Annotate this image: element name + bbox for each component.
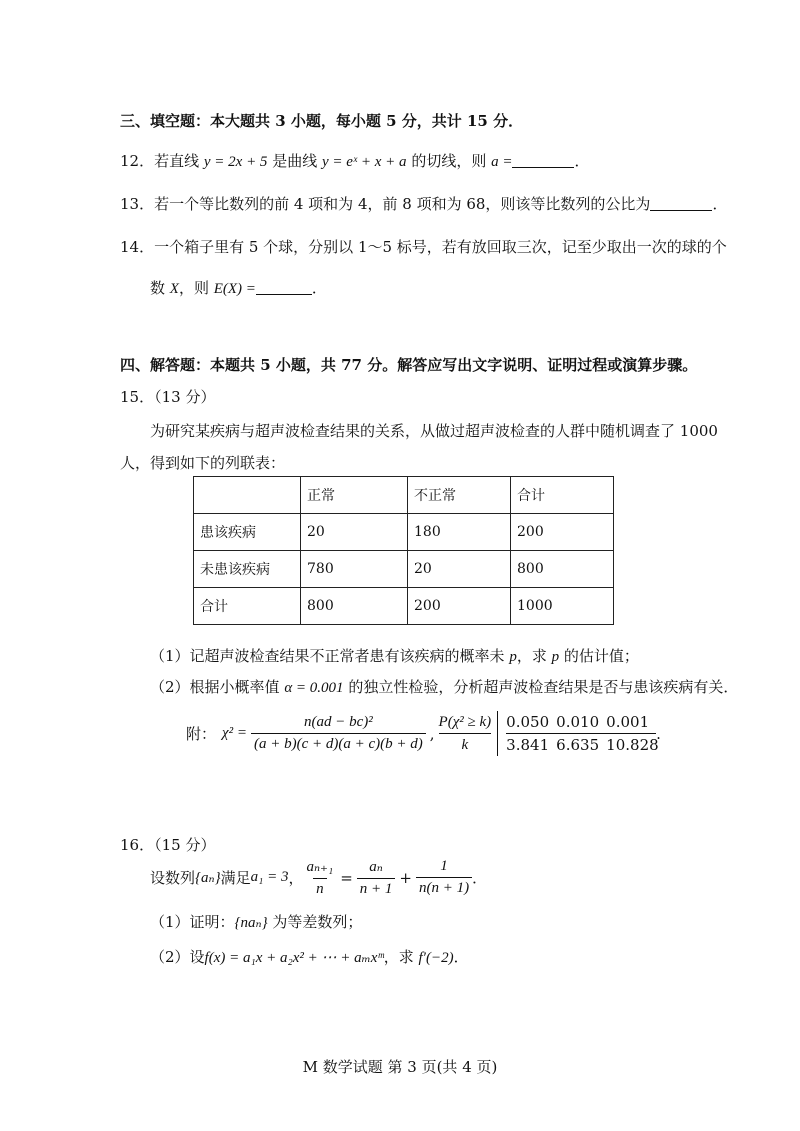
q15-part1-var: p: [509, 649, 517, 665]
q15-appendix: 附： χ² = $\frac{\text{n(ad − bc)²}}{(a + b)(c + d)(a + c)(b + d)}$ , P(χ² ≥ k) k 0.050 0.010 0.001 3.841 6.635 10.828 .: [186, 713, 661, 754]
alpha-value: 0.050: [506, 713, 550, 731]
q14-text2b: ，则: [178, 279, 214, 297]
q16-text-a: 设数列: [150, 869, 196, 887]
q16-part2: [150, 946, 469, 967]
q15-part2-b: 的独立性检验，分析超声波检查结果是否与患该疾病有关．: [343, 678, 739, 696]
q15-part1-a: （1）记超声波检查结果不正常者患有该疾病的概率未: [150, 647, 510, 665]
table-cell: 不正常: [408, 477, 511, 514]
q12-line-equation: y = 2x + 5: [203, 154, 268, 170]
fraction-denominator: n(n + 1): [416, 877, 472, 897]
q15-part1-b: ，求: [516, 647, 552, 665]
critical-table-values: [497, 711, 659, 756]
table-cell: 20: [301, 514, 408, 551]
q14-end: ．: [311, 279, 327, 297]
q12-answer-var: a =: [491, 154, 513, 170]
fraction-denominator: n: [313, 878, 327, 898]
critical-table-k-row: [506, 734, 659, 756]
q14-answer-blank[interactable]: [256, 280, 312, 295]
critical-value-table: [439, 711, 657, 756]
critical-table-labels: [439, 711, 498, 756]
table-cell: 正常: [301, 477, 408, 514]
q16-number: 16．（15 分）: [120, 836, 216, 854]
question-14-line1: [120, 236, 727, 257]
table-cell: 患该疾病: [194, 514, 301, 551]
q16-sequence: {aₙ}: [195, 870, 221, 886]
section3-heading: 三、填空题：本大题共 3 小题，每小题 5 分，共计 15 分．: [120, 112, 524, 130]
q16-end2: ．: [453, 948, 469, 966]
question-12: [120, 150, 590, 171]
alpha-value: 0.010: [556, 713, 600, 731]
table-cell: 1000: [511, 588, 614, 625]
q14-number: 14．: [120, 238, 155, 256]
q16-text-b: 满足: [220, 869, 251, 887]
table-row: [194, 551, 614, 588]
formula-numerator: n(ad − bc)²: [303, 714, 373, 730]
table-cell: 20: [408, 551, 511, 588]
table-cell: 未患该疾病: [194, 551, 301, 588]
critical-table-p-label: P(χ² ≥ k): [439, 711, 492, 734]
table-header-row: [194, 477, 614, 514]
k-value: 6.635: [556, 736, 600, 754]
q12-number: 12．: [120, 152, 155, 170]
question-13: [120, 193, 727, 214]
table-row: [194, 514, 614, 551]
appendix-label: 附：: [186, 725, 217, 743]
fraction-numerator: aₙ₊₁: [306, 859, 334, 875]
table-cell: 合计: [194, 588, 301, 625]
q15-intro-line2: 人，得到如下的列联表：: [120, 454, 286, 472]
k-value: 3.841: [506, 736, 550, 754]
q15-part2: [150, 676, 738, 697]
q16-lhs-fraction: [303, 857, 336, 898]
formula-denominator: (a + b)(c + d)(a + c)(b + d): [251, 733, 426, 753]
fraction-numerator: aₙ: [369, 859, 383, 875]
q15-intro-line1: 为研究某疾病与超声波检查结果的关系，从做过超声波检查的人群中随机调查了 1000: [150, 422, 718, 440]
q13-text: 若一个等比数列的前 4 项和为 4，前 8 项和为 68，则该等比数列的公比为: [154, 195, 651, 213]
q12-answer-blank[interactable]: [512, 153, 574, 168]
q16-part2-b: ，求: [383, 948, 419, 966]
q16-sep: ，: [288, 869, 304, 887]
q12-post: 的切线，则: [406, 152, 492, 170]
q16-part1-seq: {naₙ}: [234, 915, 268, 931]
table-cell: 200: [511, 514, 614, 551]
q15-part2-a: （2）根据小概率值: [150, 678, 285, 696]
q14-var: X: [169, 281, 179, 297]
critical-table-alpha-row: [506, 711, 656, 734]
q16-derivative: f′(−2): [418, 950, 454, 966]
q14-text2a: 数: [150, 279, 170, 297]
table-cell: 200: [408, 588, 511, 625]
alpha-value: 0.001: [606, 713, 650, 731]
q16-part1-a: （1）证明：: [150, 913, 235, 931]
page-footer: M 数学试题 第 3 页(共 4 页): [302, 1058, 498, 1076]
q15-part1-c: 的估计值；: [559, 647, 639, 665]
table-cell: 合计: [511, 477, 614, 514]
q16-part2-a: （2）设: [150, 948, 205, 966]
section4-heading: 四、解答题：本题共 5 小题，共 77 分。解答应写出文字说明、证明过程或演算步骤。: [120, 356, 698, 374]
fraction-numerator: 1: [440, 858, 448, 874]
table-cell: 180: [408, 514, 511, 551]
q14-text1: 一个箱子里有 5 个球，分别以 1～5 标号，若有放回取三次，记至少取出一次的球的个: [154, 238, 727, 256]
q15-part1: [150, 645, 639, 666]
q12-end: ．: [574, 152, 590, 170]
contingency-table: [193, 476, 614, 625]
q13-end: ．: [712, 195, 728, 213]
q16-initial: a₁ = 3: [250, 869, 289, 885]
q16-function: f(x) = a₁x + a₂x² + ⋯ + aₘxᵐ: [204, 950, 384, 966]
q15-part1-var2: p: [551, 649, 560, 665]
q15-number: 15．（13 分）: [120, 388, 216, 406]
table-cell: 800: [301, 588, 408, 625]
table-cell: 780: [301, 551, 408, 588]
fraction-denominator: n + 1: [357, 878, 396, 898]
q16-part1-b: 为等差数列；: [267, 913, 363, 931]
plus-sign: +: [399, 868, 412, 887]
q16-part1: [150, 911, 362, 932]
q16-rhs-fraction-1: [357, 857, 396, 898]
table-row: [194, 588, 614, 625]
chi-square-symbol: χ² =: [222, 725, 247, 741]
q16-statement: [150, 857, 487, 898]
q14-expectation: E(X) =: [213, 281, 256, 297]
q16-end: ．: [472, 869, 488, 887]
chi-square-formula: [251, 714, 426, 753]
question-14-line2: [150, 277, 327, 298]
q16-rhs-fraction-2: [416, 858, 472, 897]
q13-answer-blank[interactable]: [650, 196, 712, 211]
equals-sign: =: [340, 868, 353, 887]
q12-pre: 若直线: [154, 152, 204, 170]
critical-table-k-label: k: [461, 737, 469, 753]
q15-alpha: α = 0.001: [284, 680, 344, 696]
q12-curve-equation: y = eˣ + x + a: [321, 154, 407, 170]
q12-mid: 是曲线: [267, 152, 322, 170]
table-cell: 800: [511, 551, 614, 588]
table-cell: [194, 477, 301, 514]
q13-number: 13．: [120, 195, 155, 213]
k-value: 10.828: [606, 736, 659, 754]
